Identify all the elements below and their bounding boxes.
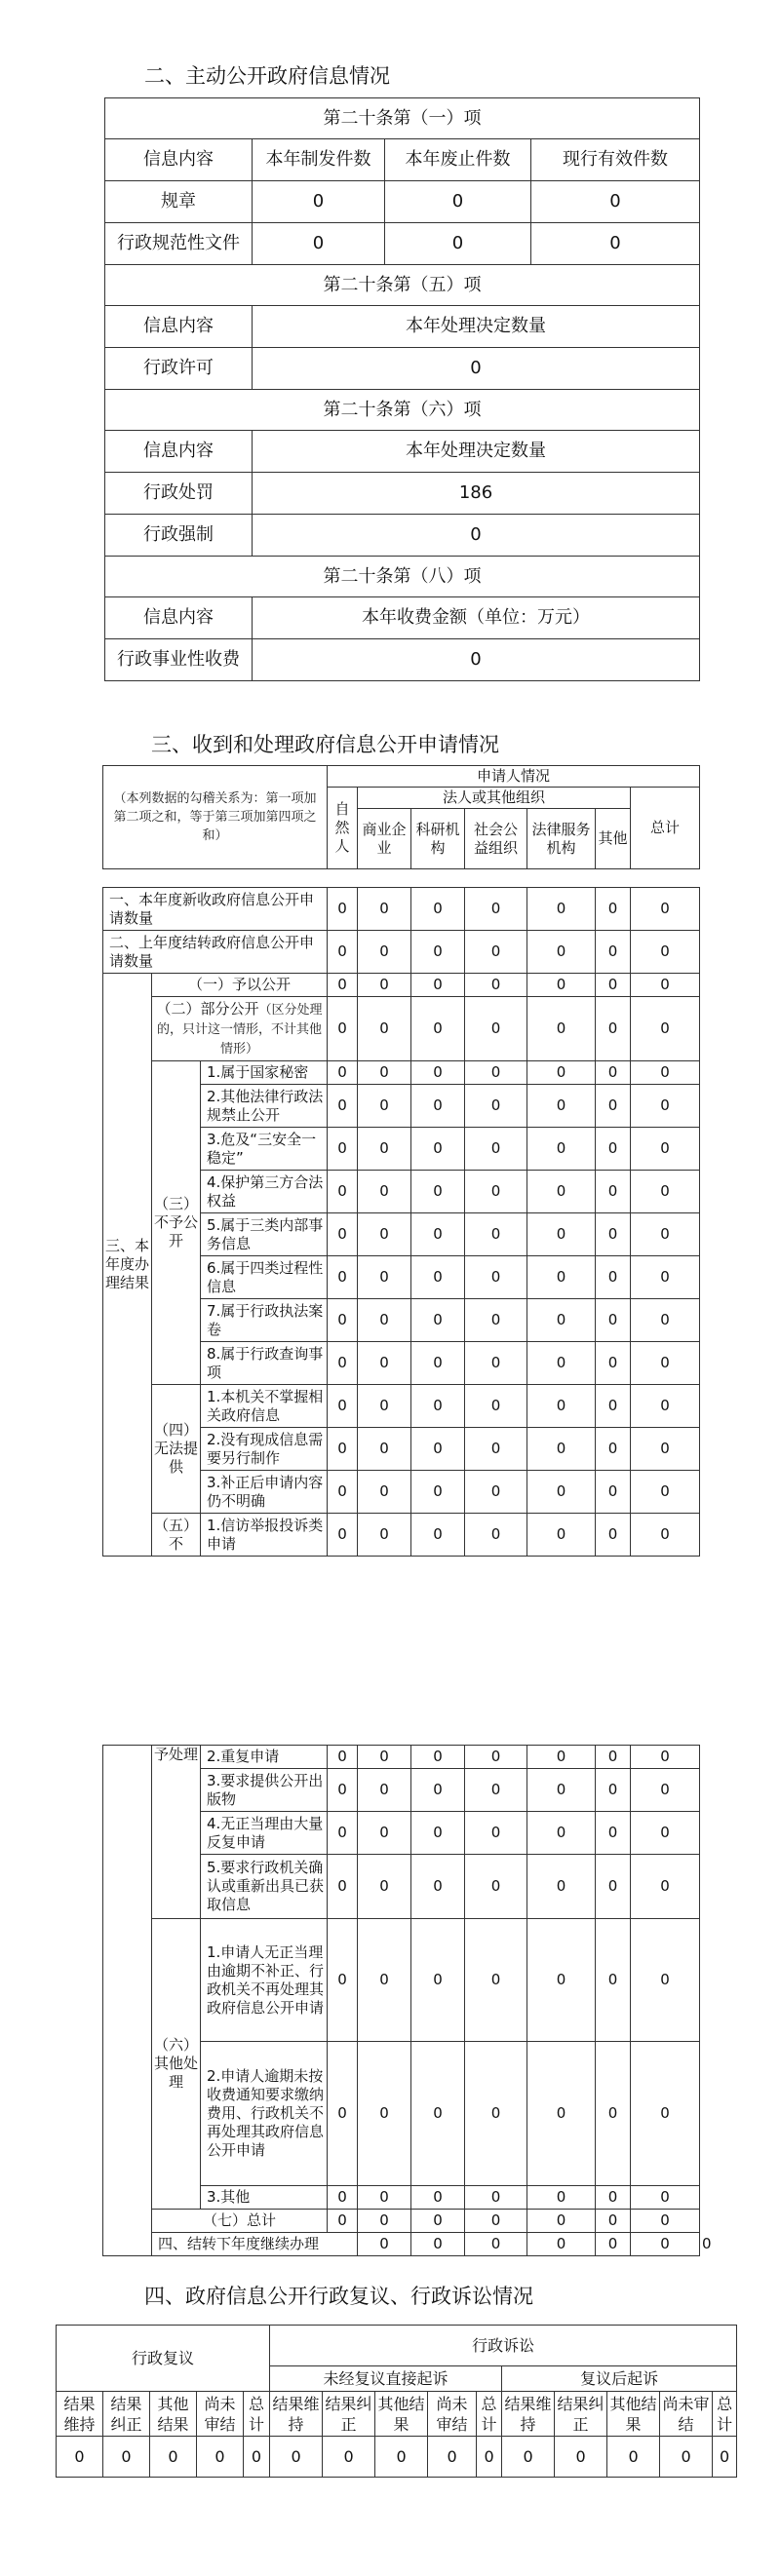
- cell-value: 0: [596, 931, 631, 974]
- cell-value: 0: [631, 1514, 700, 1557]
- cell-value: 0: [631, 1213, 700, 1256]
- cell-value: 0: [411, 1812, 465, 1855]
- row-partial-label: （二）部分公开: [156, 999, 259, 1018]
- cell-value: 0: [465, 1171, 527, 1213]
- cell-value: 0: [596, 2042, 631, 2186]
- row-not-disclosed: （三）不予公开: [152, 1061, 201, 1385]
- col-header: 结果纠正: [323, 2392, 375, 2437]
- cell-value: 0: [527, 1128, 596, 1171]
- item: 3.其他: [201, 2186, 328, 2210]
- table-applications-part2: 予处理 2.重复申请 0 0 0 0 0 0 0 3.要求提供公开出版物 0 0 0 0 0 0 0 4.无正当理由大量反复申请 0 0 0 0 0 0 0 5.要求行政机关确认或重新出具已获取信息 0 0 0 0 0 0 0 （六）其他处理 1.申请人无正当理由逾期不补正、行政机关不再处理其政府信息公开申请 0 0 0 0 0 0 0 2.申请人逾期未按收费通知要求缴纳费用、行政机关不再处理其政府信息公开申请 0 0 0 0 0 0 0 3.其他 0 0 0 0 0 0 0 （七）总计 0 0 0 0 0 0 0 四、结转下年度继续办理 0 0 0 0 0 0 0: [102, 1745, 700, 2256]
- cell-value: 0: [631, 974, 700, 997]
- cell-value: 0: [328, 1299, 358, 1342]
- cell-value: 0: [465, 1128, 527, 1171]
- header-research: 科研机构: [411, 809, 465, 869]
- row-partial: [152, 997, 328, 1061]
- cell-value: 0: [527, 1855, 596, 1919]
- cell-value: 0: [596, 1514, 631, 1557]
- col-header: 结果维持: [502, 2392, 555, 2437]
- cell-value: 0: [328, 1171, 358, 1213]
- cell-value: 0: [631, 997, 700, 1061]
- cell-value: 0: [527, 1919, 596, 2042]
- cell-value: 0: [57, 2437, 103, 2478]
- cell-value: 0: [328, 888, 358, 931]
- col-header: 结果纠正: [555, 2392, 607, 2437]
- cell-value: 0: [411, 931, 465, 974]
- row-new-applications: 一、本年度新收政府信息公开申请数量: [103, 888, 328, 931]
- cell-value: 0: [358, 1855, 411, 1919]
- cell-value: 0: [527, 1061, 596, 1085]
- item: 7.属于行政执法案卷: [201, 1299, 328, 1342]
- cell-value: 0: [465, 1299, 527, 1342]
- cell-value: 0: [527, 1213, 596, 1256]
- cell-value: 0: [358, 1128, 411, 1171]
- cell-value: 0: [328, 1256, 358, 1299]
- cell-value: 0: [596, 1128, 631, 1171]
- cell-value: 0: [531, 181, 700, 223]
- col-header: 总计: [477, 2392, 502, 2437]
- cell-value: 0: [358, 1171, 411, 1213]
- cell-value: 0: [328, 2186, 358, 2210]
- cell-value: 0: [596, 1342, 631, 1385]
- cell-value: 0: [411, 1385, 465, 1428]
- cell-value: 0: [527, 2186, 596, 2210]
- item: 2.申请人逾期未按收费通知要求缴纳费用、行政机关不再处理其政府信息公开申请: [201, 2042, 328, 2186]
- cell-value: 0: [465, 931, 527, 974]
- item: 5.属于三类内部事务信息: [201, 1213, 328, 1256]
- cell-value: 0: [411, 1746, 465, 1769]
- cell-value: 0: [465, 1061, 527, 1085]
- cell-value: 0: [596, 997, 631, 1061]
- header-count: 本年处理决定数量: [253, 306, 700, 348]
- cell-value: 0: [631, 1471, 700, 1514]
- cell-value: 0: [596, 1061, 631, 1085]
- cell-value: 0: [358, 1299, 411, 1342]
- cell-value: 0: [328, 1385, 358, 1428]
- cell-value: 0: [358, 888, 411, 931]
- cell-value: 0: [631, 1428, 700, 1471]
- row-label: 行政事业性收费: [105, 639, 253, 681]
- row-subtotal: （七）总计: [152, 2210, 328, 2233]
- col-header: 其他结果: [150, 2392, 197, 2437]
- cell-value: 186: [253, 473, 700, 515]
- header-made: 本年制发件数: [253, 139, 385, 181]
- cell-value: 0: [596, 2186, 631, 2210]
- cell-value: 0: [596, 2233, 631, 2256]
- cell-value: 0: [328, 1128, 358, 1171]
- cell-value: 0: [103, 2437, 150, 2478]
- cell-value: 0: [465, 1256, 527, 1299]
- cell-value: 0: [596, 1769, 631, 1812]
- cell-value: 0: [358, 1919, 411, 2042]
- cell-value: 0: [527, 1171, 596, 1213]
- header-after: 复议后起诉: [502, 2366, 737, 2392]
- cell-value: 0: [411, 1855, 465, 1919]
- cell-value: 0: [631, 1385, 700, 1428]
- col-header: 总计: [713, 2392, 737, 2437]
- header-legal: 法人或其他组织: [358, 788, 631, 809]
- cell-value: 0: [270, 2437, 323, 2478]
- row-label: 行政强制: [105, 515, 253, 557]
- cell-value: 0: [358, 1342, 411, 1385]
- cell-value: 0: [465, 1769, 527, 1812]
- cell-value: 0: [631, 1342, 700, 1385]
- row-label: 行政处罚: [105, 473, 253, 515]
- item: 1.本机关不掌握相关政府信息: [201, 1385, 328, 1428]
- cell-value: 0: [328, 1746, 358, 1769]
- header-content: 信息内容: [105, 306, 253, 348]
- cell-value: 0: [328, 1061, 358, 1085]
- header-content: 信息内容: [105, 139, 253, 181]
- cell-value: 0: [328, 1342, 358, 1385]
- cell-value: 0: [465, 1428, 527, 1471]
- col-header: 结果维持: [57, 2392, 103, 2437]
- item: 4.无正当理由大量反复申请: [201, 1812, 328, 1855]
- cell-value: 0: [465, 974, 527, 997]
- cell-value: 0: [631, 1061, 700, 1085]
- cell-value: 0: [527, 1514, 596, 1557]
- cell-value: 0: [596, 1085, 631, 1128]
- cell-value: 0: [328, 2210, 358, 2233]
- cell-value: 0: [411, 2042, 465, 2186]
- cell-value: 0: [527, 2042, 596, 2186]
- cell-value: 0: [465, 1085, 527, 1128]
- cell-value: 0: [358, 1256, 411, 1299]
- cell-value: 0: [358, 931, 411, 974]
- col-header: 结果纠正: [103, 2392, 150, 2437]
- cell-value: 0: [465, 2233, 527, 2256]
- cell-value: 0: [465, 2042, 527, 2186]
- cell-value: 0: [596, 1213, 631, 1256]
- cell-value: 0: [631, 1746, 700, 1769]
- cell-value: 0: [631, 1128, 700, 1171]
- row-partial-note: （区分处理的，只计这一情形，不计其他情形）: [157, 1002, 323, 1057]
- cell-value: 0: [465, 1855, 527, 1919]
- cell-value: 0: [465, 2186, 527, 2210]
- col-header: 其他结果: [607, 2392, 660, 2437]
- cell-value: 0: [358, 1514, 411, 1557]
- cell-value: 0: [328, 974, 358, 997]
- item: 2.其他法律行政法规禁止公开: [201, 1085, 328, 1128]
- cell-value: 0: [358, 1471, 411, 1514]
- cell-value: 0: [596, 888, 631, 931]
- cell-value: 0: [411, 1061, 465, 1085]
- item: 4.保护第三方合法权益: [201, 1171, 328, 1213]
- row-results: 三、本年度办理结果: [103, 974, 152, 1557]
- cell-value: 0: [527, 1746, 596, 1769]
- cell-value: 0: [323, 2437, 375, 2478]
- table-active-disclosure: [104, 97, 700, 681]
- cell-value: 0: [411, 997, 465, 1061]
- cell-value: 0: [596, 2210, 631, 2233]
- cell-value: 0: [328, 1855, 358, 1919]
- row-label: 行政许可: [105, 348, 253, 390]
- cell-value: 0: [253, 639, 700, 681]
- header-natural: 自然人: [328, 788, 358, 869]
- cell-value: 0: [411, 2186, 465, 2210]
- item: 8.属于行政查询事项: [201, 1342, 328, 1385]
- cell-value: 0: [465, 1514, 527, 1557]
- item: 3.补正后申请内容仍不明确: [201, 1471, 328, 1514]
- cell-value: 0: [328, 1812, 358, 1855]
- cell-value: 0: [527, 1471, 596, 1514]
- row-cannot-provide: （四）无法提供: [152, 1385, 201, 1514]
- header-applicant: 申请人情况: [328, 766, 700, 788]
- cell-value: 0: [527, 1085, 596, 1128]
- table-applications-part1: [102, 887, 700, 1557]
- cell-value: 0: [631, 1919, 700, 2042]
- cell-value: 0: [411, 1919, 465, 2042]
- cell-value: 0: [465, 1746, 527, 1769]
- cell-value: 0: [596, 1256, 631, 1299]
- row-label: 行政规范性文件: [105, 223, 253, 265]
- cell-value: 0: [328, 1514, 358, 1557]
- cell-value: 0: [328, 1769, 358, 1812]
- cell-value: 0: [465, 1213, 527, 1256]
- cell-value: 0: [411, 2233, 465, 2256]
- cell-value: 0: [411, 1171, 465, 1213]
- cell-value: 0: [328, 1919, 358, 2042]
- cell-value: 0: [197, 2437, 244, 2478]
- section3-title: 三、收到和处理政府信息公开申请情况: [151, 733, 499, 756]
- col-header: 结果维持: [270, 2392, 323, 2437]
- cell-value: 0: [375, 2437, 428, 2478]
- cell-value: 0: [358, 1769, 411, 1812]
- cell-value: 0: [411, 1514, 465, 1557]
- cell-value: 0: [328, 1428, 358, 1471]
- col-header: 总计: [244, 2392, 270, 2437]
- cell-value: 0: [660, 2437, 713, 2478]
- cell-value: 0: [596, 1428, 631, 1471]
- cell-value: 0: [465, 2210, 527, 2233]
- cell-value: 0: [527, 1385, 596, 1428]
- header-total: 总计: [631, 788, 700, 869]
- cell-value: 0: [150, 2437, 197, 2478]
- cell-value: 0: [527, 1428, 596, 1471]
- cell-value: 0: [328, 1471, 358, 1514]
- cell-value: 0: [465, 1342, 527, 1385]
- cell-value: 0: [465, 1812, 527, 1855]
- row-disclosed: （一）予以公开: [152, 974, 328, 997]
- cell-value: 0: [411, 1128, 465, 1171]
- cell-value: 0: [358, 1085, 411, 1128]
- header-count: 本年处理决定数量: [253, 431, 700, 473]
- cell-value: 0: [358, 1428, 411, 1471]
- cell-value: 0: [328, 2042, 358, 2186]
- cell-value: 0: [358, 2186, 411, 2210]
- cell-value: 0: [358, 2233, 411, 2256]
- row-results-cont: [103, 1746, 152, 2256]
- cell-value: 0: [555, 2437, 607, 2478]
- cell-value: 0: [411, 1471, 465, 1514]
- cell-value: 0: [596, 1385, 631, 1428]
- row-carried-over: 二、上年度结转政府信息公开申请数量: [103, 931, 328, 974]
- cell-value: 0: [358, 997, 411, 1061]
- cell-value: 0: [527, 1342, 596, 1385]
- row-carry-forward: 四、结转下年度继续办理: [152, 2233, 358, 2256]
- cell-value: 0: [631, 2042, 700, 2186]
- cell-value: 0: [607, 2437, 660, 2478]
- cell-value: 0: [527, 1299, 596, 1342]
- cell-value: 0: [596, 1919, 631, 2042]
- cell-value: 0: [411, 2210, 465, 2233]
- cell-value: 0: [411, 1342, 465, 1385]
- header-litigation: 行政诉讼: [270, 2326, 737, 2366]
- item: 5.要求行政机关确认或重新出具已获取信息: [201, 1855, 328, 1919]
- cell-value: 0: [596, 1171, 631, 1213]
- row-other-handling: （六）其他处理: [152, 1919, 201, 2210]
- item: 6.属于四类过程性信息: [201, 1256, 328, 1299]
- cell-value: 0: [527, 997, 596, 1061]
- cell-value: 0: [596, 974, 631, 997]
- cell-value: 0: [328, 1085, 358, 1128]
- cell-value: 0: [502, 2437, 555, 2478]
- header-valid: 现行有效件数: [531, 139, 700, 181]
- cell-value: 0: [358, 1213, 411, 1256]
- cell-value: 0: [527, 2210, 596, 2233]
- cell-value: 0: [631, 888, 700, 931]
- cell-value: 0: [527, 888, 596, 931]
- cell-value: 0: [328, 931, 358, 974]
- header-law: 法律服务机构: [527, 809, 596, 869]
- header-other: 其他: [596, 809, 631, 869]
- cell-value: 0: [411, 974, 465, 997]
- cell-value: 0: [465, 1919, 527, 2042]
- cell-value: 0: [631, 2186, 700, 2210]
- item: 1.信访举报投诉类申请: [201, 1514, 328, 1557]
- row-label: 规章: [105, 181, 253, 223]
- cell-value: 0: [465, 1385, 527, 1428]
- row-not-processed-b: 予处理: [152, 1746, 201, 1919]
- cell-value: 0: [411, 1213, 465, 1256]
- col-header: 尚未审结: [197, 2392, 244, 2437]
- cell-value: 0: [527, 1256, 596, 1299]
- header-review: 行政复议: [57, 2326, 270, 2392]
- row-not-processed-a: （五）不: [152, 1514, 201, 1557]
- cell-value: 0: [631, 1171, 700, 1213]
- cell-value: 0: [527, 1812, 596, 1855]
- cell-value: 0: [631, 1299, 700, 1342]
- header-content: 信息内容: [105, 597, 253, 639]
- cell-value: 0: [631, 2210, 700, 2233]
- cell-value: 0: [631, 1812, 700, 1855]
- cell-value: 0: [428, 2437, 477, 2478]
- item: 1.属于国家秘密: [201, 1061, 328, 1085]
- cell-value: 0: [465, 888, 527, 931]
- cell-value: 0: [411, 1299, 465, 1342]
- cell-value: 0: [411, 888, 465, 931]
- cell-value: 0: [253, 348, 700, 390]
- cell-value: 0: [358, 1746, 411, 1769]
- cell-value: 0: [631, 2233, 700, 2256]
- cell-value: 0: [596, 1299, 631, 1342]
- cell-value: 0: [531, 223, 700, 265]
- cell-value: 0: [713, 2437, 737, 2478]
- cell-value: 0: [527, 974, 596, 997]
- header-direct: 未经复议直接起诉: [270, 2366, 502, 2392]
- cell-value: 0: [527, 931, 596, 974]
- cell-value: 0: [411, 1769, 465, 1812]
- cell-value: 0: [253, 223, 385, 265]
- section2-title: 二、主动公开政府信息情况: [144, 64, 390, 88]
- header-repealed: 本年废止件数: [385, 139, 531, 181]
- item: 3.要求提供公开出版物: [201, 1769, 328, 1812]
- cell-value: 0: [411, 1085, 465, 1128]
- section4-title: 四、政府信息公开行政复议、行政诉讼情况: [144, 2285, 533, 2308]
- cell-value: 0: [411, 1428, 465, 1471]
- cell-value: 0: [596, 1812, 631, 1855]
- cell-value: 0: [631, 931, 700, 974]
- col-header: 尚未审结: [428, 2392, 477, 2437]
- cell-value: 0: [328, 1213, 358, 1256]
- cell-value: 0: [358, 1385, 411, 1428]
- art20-1-title: 第二十条第（一）项: [105, 98, 700, 139]
- header-business: 商业企业: [358, 809, 411, 869]
- cell-value: 0: [596, 1746, 631, 1769]
- cell-value: 0: [465, 1471, 527, 1514]
- cell-value: 0: [244, 2437, 270, 2478]
- art20-8-title: 第二十条第（八）项: [105, 557, 700, 597]
- header-social: 社会公益组织: [465, 809, 527, 869]
- cell-value: 0: [527, 2233, 596, 2256]
- cell-value: 0: [596, 1855, 631, 1919]
- table-applications-header: [102, 765, 700, 869]
- cell-value: 0: [358, 974, 411, 997]
- cell-value: 0: [631, 1855, 700, 1919]
- header-content: 信息内容: [105, 431, 253, 473]
- col-header: 尚未审结: [660, 2392, 713, 2437]
- item: 2.没有现成信息需要另行制作: [201, 1428, 328, 1471]
- cell-value: 0: [385, 223, 531, 265]
- cell-value: 0: [253, 181, 385, 223]
- cell-value: 0: [358, 1812, 411, 1855]
- cell-value: 0: [253, 515, 700, 557]
- header-amount: 本年收费金额（单位：万元）: [253, 597, 700, 639]
- cell-value: 0: [631, 1769, 700, 1812]
- cell-value: 0: [631, 1256, 700, 1299]
- cell-value: 0: [596, 1471, 631, 1514]
- cell-value: 0: [411, 1256, 465, 1299]
- table-review-litigation: [56, 2325, 737, 2478]
- cell-value: 0: [358, 1061, 411, 1085]
- item: 1.申请人无正当理由逾期不补正、行政机关不再处理其政府信息公开申请: [201, 1919, 328, 2042]
- cell-value: 0: [527, 1769, 596, 1812]
- cell-value: 0: [385, 181, 531, 223]
- cell-value: 0: [328, 997, 358, 1061]
- cell-value: 0: [477, 2437, 502, 2478]
- col-header: 其他结果: [375, 2392, 428, 2437]
- cell-value: 0: [465, 997, 527, 1061]
- balance-note: （本列数据的勾稽关系为：第一项加第二项之和，等于第三项加第四项之和）: [103, 766, 328, 869]
- item: 2.重复申请: [201, 1746, 328, 1769]
- cell-value: 0: [358, 2210, 411, 2233]
- art20-5-title: 第二十条第（五）项: [105, 265, 700, 306]
- cell-value: 0: [631, 1085, 700, 1128]
- item: 3.危及“三安全一稳定”: [201, 1128, 328, 1171]
- cell-value: 0: [358, 2042, 411, 2186]
- art20-6-title: 第二十条第（六）项: [105, 390, 700, 431]
